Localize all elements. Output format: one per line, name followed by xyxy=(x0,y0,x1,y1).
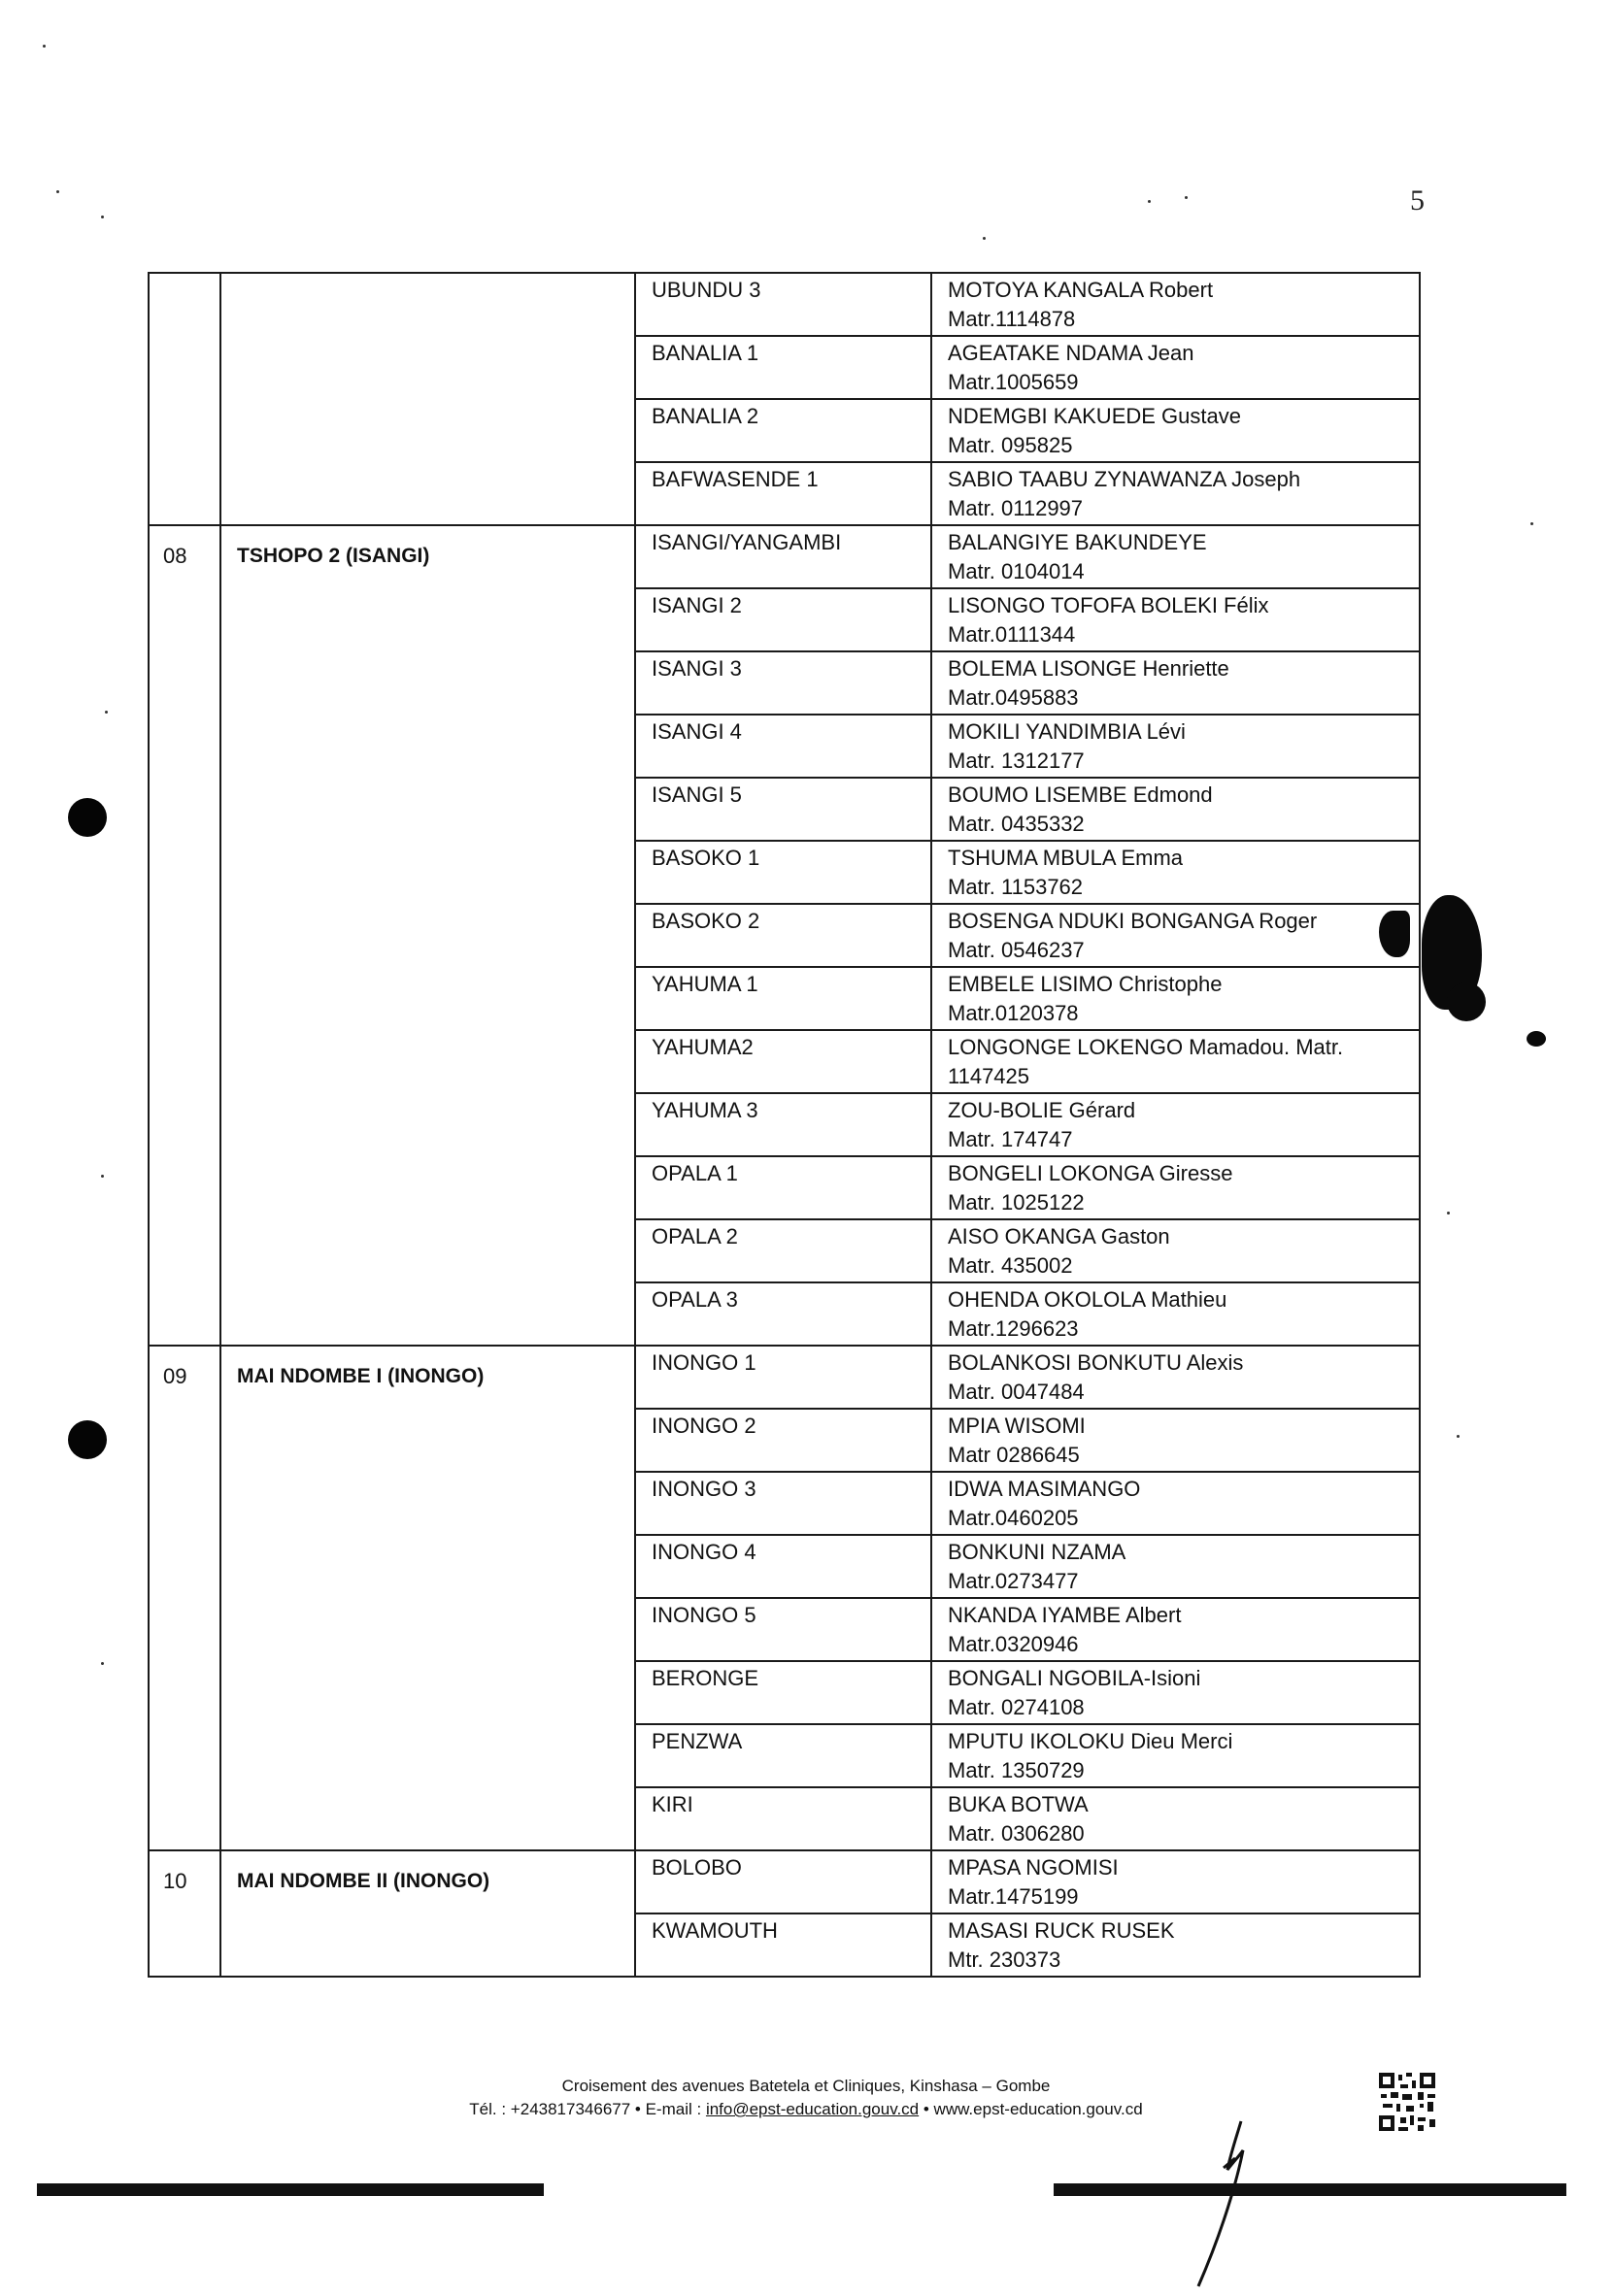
person-matricule: Matr. 095825 xyxy=(948,433,1073,457)
person-name: IDWA MASIMANGO xyxy=(948,1477,1141,1501)
sub-division: BANALIA 2 xyxy=(635,399,931,462)
person-matricule: Matr.1296623 xyxy=(948,1316,1079,1341)
person-cell xyxy=(931,1850,1420,1913)
row-number: 09 xyxy=(149,1346,220,1850)
person-matricule: Matr. 0104014 xyxy=(948,559,1085,583)
person-cell xyxy=(931,904,1420,967)
person-name: BOLANKOSI BONKUTU Alexis xyxy=(948,1350,1244,1375)
person-matricule: Mtr. 230373 xyxy=(948,1947,1061,1972)
sub-division: YAHUMA2 xyxy=(635,1030,931,1093)
person-cell xyxy=(931,841,1420,904)
sub-division: ISANGI 3 xyxy=(635,651,931,715)
sub-division: PENZWA xyxy=(635,1724,931,1787)
person-matricule: Matr 0286645 xyxy=(948,1443,1080,1467)
qr-code-icon xyxy=(1377,2071,1437,2133)
person-name: LISONGO TOFOFA BOLEKI Félix xyxy=(948,593,1269,617)
person-name: LONGONGE LOKENGO Mamadou. Matr. xyxy=(948,1035,1344,1059)
province-name: TSHOPO 2 (ISANGI) xyxy=(220,525,635,1346)
row-number: 08 xyxy=(149,525,220,1346)
person-cell xyxy=(931,462,1420,525)
person-cell xyxy=(931,1661,1420,1724)
footer-web: • www.epst-education.gouv.cd xyxy=(919,2100,1143,2118)
province-name: MAI NDOMBE I (INONGO) xyxy=(220,1346,635,1850)
row-number xyxy=(149,273,220,525)
person-cell xyxy=(931,715,1420,778)
sub-division: ISANGI/YANGAMBI xyxy=(635,525,931,588)
person-cell xyxy=(931,525,1420,588)
person-matricule: Matr. 435002 xyxy=(948,1253,1073,1278)
footer-rule-left xyxy=(37,2183,544,2196)
sub-division: INONGO 2 xyxy=(635,1409,931,1472)
person-name: NDEMGBI KAKUEDE Gustave xyxy=(948,404,1241,428)
scan-speck xyxy=(101,216,104,218)
punch-hole-bottom xyxy=(68,1420,107,1459)
person-name: OHENDA OKOLOLA Mathieu xyxy=(948,1287,1227,1312)
person-cell xyxy=(931,1346,1420,1409)
person-matricule: Matr.0120378 xyxy=(948,1001,1079,1025)
sub-division: ISANGI 5 xyxy=(635,778,931,841)
person-cell xyxy=(931,1219,1420,1282)
person-name: BONKUNI NZAMA xyxy=(948,1540,1126,1564)
person-cell xyxy=(931,778,1420,841)
sub-division: BASOKO 2 xyxy=(635,904,931,967)
person-matricule: Matr. 0306280 xyxy=(948,1821,1085,1846)
sub-division: INONGO 4 xyxy=(635,1535,931,1598)
sub-division: ISANGI 4 xyxy=(635,715,931,778)
sub-division: BERONGE xyxy=(635,1661,931,1724)
table-row xyxy=(149,1346,1420,1409)
person-name: AISO OKANGA Gaston xyxy=(948,1224,1170,1248)
scan-speck xyxy=(1457,1435,1460,1438)
person-name: BOUMO LISEMBE Edmond xyxy=(948,782,1213,807)
person-name: BOLEMA LISONGE Henriette xyxy=(948,656,1229,681)
person-matricule: Matr.0495883 xyxy=(948,685,1079,710)
person-cell xyxy=(931,273,1420,336)
sub-division: BASOKO 1 xyxy=(635,841,931,904)
sub-division: OPALA 2 xyxy=(635,1219,931,1282)
scan-speck xyxy=(983,237,986,240)
row-number: 10 xyxy=(149,1850,220,1977)
person-cell xyxy=(931,1598,1420,1661)
person-name: ZOU-BOLIE Gérard xyxy=(948,1098,1136,1122)
sub-division: OPALA 1 xyxy=(635,1156,931,1219)
scan-speck xyxy=(101,1175,104,1178)
person-matricule: Matr. 0112997 xyxy=(948,496,1084,520)
person-matricule: 1147425 xyxy=(948,1064,1030,1088)
table-row xyxy=(149,525,1420,588)
person-cell xyxy=(931,1093,1420,1156)
footer-contact xyxy=(350,2098,1262,2121)
person-cell xyxy=(931,651,1420,715)
person-matricule: Matr. 1350729 xyxy=(948,1758,1085,1782)
sub-division: ISANGI 2 xyxy=(635,588,931,651)
person-name: MASASI RUCK RUSEK xyxy=(948,1918,1175,1943)
scan-speck xyxy=(1185,196,1188,199)
person-cell xyxy=(931,967,1420,1030)
person-matricule: Matr. 1153762 xyxy=(948,875,1084,899)
person-name: MPASA NGOMISI xyxy=(948,1855,1119,1880)
province-name xyxy=(220,273,635,525)
person-matricule: Matr.0111344 xyxy=(948,622,1076,647)
person-name: MOKILI YANDIMBIA Lévi xyxy=(948,719,1186,744)
roster-body xyxy=(149,273,1420,1977)
person-name: BALANGIYE BAKUNDEYE xyxy=(948,530,1207,554)
person-matricule: Matr. 1312177 xyxy=(948,749,1085,773)
footer-address: Croisement des avenues Batetela et Cliniques, Kinshasa – Gombe xyxy=(561,2077,1051,2095)
table-row xyxy=(149,1850,1420,1913)
person-name: BUKA BOTWA xyxy=(948,1792,1089,1816)
person-cell xyxy=(931,588,1420,651)
province-name: MAI NDOMBE II (INONGO) xyxy=(220,1850,635,1977)
scan-speck xyxy=(1148,200,1151,203)
sub-division: YAHUMA 1 xyxy=(635,967,931,1030)
scan-speck xyxy=(101,1662,104,1665)
person-name: MOTOYA KANGALA Robert xyxy=(948,278,1214,302)
person-cell xyxy=(931,1913,1420,1977)
person-name: AGEATAKE NDAMA Jean xyxy=(948,341,1194,365)
sub-division: BAFWASENDE 1 xyxy=(635,462,931,525)
sub-division: INONGO 1 xyxy=(635,1346,931,1409)
table-row xyxy=(149,273,1420,336)
sub-division: BOLOBO xyxy=(635,1850,931,1913)
sub-division: OPALA 3 xyxy=(635,1282,931,1346)
footer-email-link[interactable]: info@epst-education.gouv.cd xyxy=(705,2100,920,2118)
person-matricule: Matr. 0274108 xyxy=(948,1695,1085,1719)
person-matricule: Matr. 174747 xyxy=(948,1127,1073,1151)
person-name: NKANDA IYAMBE Albert xyxy=(948,1603,1182,1627)
person-cell xyxy=(931,1409,1420,1472)
person-matricule: Matr. 0435332 xyxy=(948,812,1085,836)
punch-hole-top xyxy=(68,798,107,837)
scan-speck xyxy=(1530,522,1533,525)
scan-speck xyxy=(1447,1212,1450,1215)
person-cell xyxy=(931,1282,1420,1346)
person-name: BONGELI LOKONGA Giresse xyxy=(948,1161,1233,1185)
scan-speck xyxy=(105,711,108,714)
sub-division: UBUNDU 3 xyxy=(635,273,931,336)
sub-division: BANALIA 1 xyxy=(635,336,931,399)
person-cell xyxy=(931,1535,1420,1598)
person-matricule: Matr.0273477 xyxy=(948,1569,1079,1593)
person-matricule: Matr.1475199 xyxy=(948,1884,1079,1909)
person-matricule: Matr.0320946 xyxy=(948,1632,1079,1656)
person-matricule: Matr.0460205 xyxy=(948,1506,1079,1530)
person-name: MPIA WISOMI xyxy=(948,1414,1086,1438)
scan-speck xyxy=(56,190,59,193)
person-name: BOSENGA NDUKI BONGANGA Roger xyxy=(948,909,1318,933)
page-number: 5 xyxy=(1410,184,1425,216)
roster-table xyxy=(148,272,1421,1978)
footer-rule-right xyxy=(1054,2183,1566,2196)
footer-tel: Tél. : +243817346677 • E-mail : xyxy=(469,2100,706,2118)
person-name: SABIO TAABU ZYNAWANZA Joseph xyxy=(948,467,1301,491)
sub-division: KWAMOUTH xyxy=(635,1913,931,1977)
person-matricule: Matr. 0047484 xyxy=(948,1380,1085,1404)
footer xyxy=(350,2075,1262,2121)
person-cell xyxy=(931,399,1420,462)
person-matricule: Matr. 1025122 xyxy=(948,1190,1085,1215)
person-name: MPUTU IKOLOKU Dieu Merci xyxy=(948,1729,1233,1753)
person-matricule: Matr.1114878 xyxy=(948,307,1076,331)
sub-division: INONGO 5 xyxy=(635,1598,931,1661)
person-matricule: Matr.1005659 xyxy=(948,370,1079,394)
sub-division: KIRI xyxy=(635,1787,931,1850)
person-name: EMBELE LISIMO Christophe xyxy=(948,972,1223,996)
person-name: BONGALI NGOBILA-Isioni xyxy=(948,1666,1201,1690)
scan-speck xyxy=(43,45,46,48)
signature-mark xyxy=(1185,2112,1272,2296)
person-matricule: Matr. 0546237 xyxy=(948,938,1085,962)
person-cell xyxy=(931,1787,1420,1850)
person-name: TSHUMA MBULA Emma xyxy=(948,846,1184,870)
person-cell xyxy=(931,336,1420,399)
sub-division: YAHUMA 3 xyxy=(635,1093,931,1156)
sub-division: INONGO 3 xyxy=(635,1472,931,1535)
person-cell xyxy=(931,1156,1420,1219)
person-cell xyxy=(931,1030,1420,1093)
person-cell xyxy=(931,1472,1420,1535)
person-cell xyxy=(931,1724,1420,1787)
